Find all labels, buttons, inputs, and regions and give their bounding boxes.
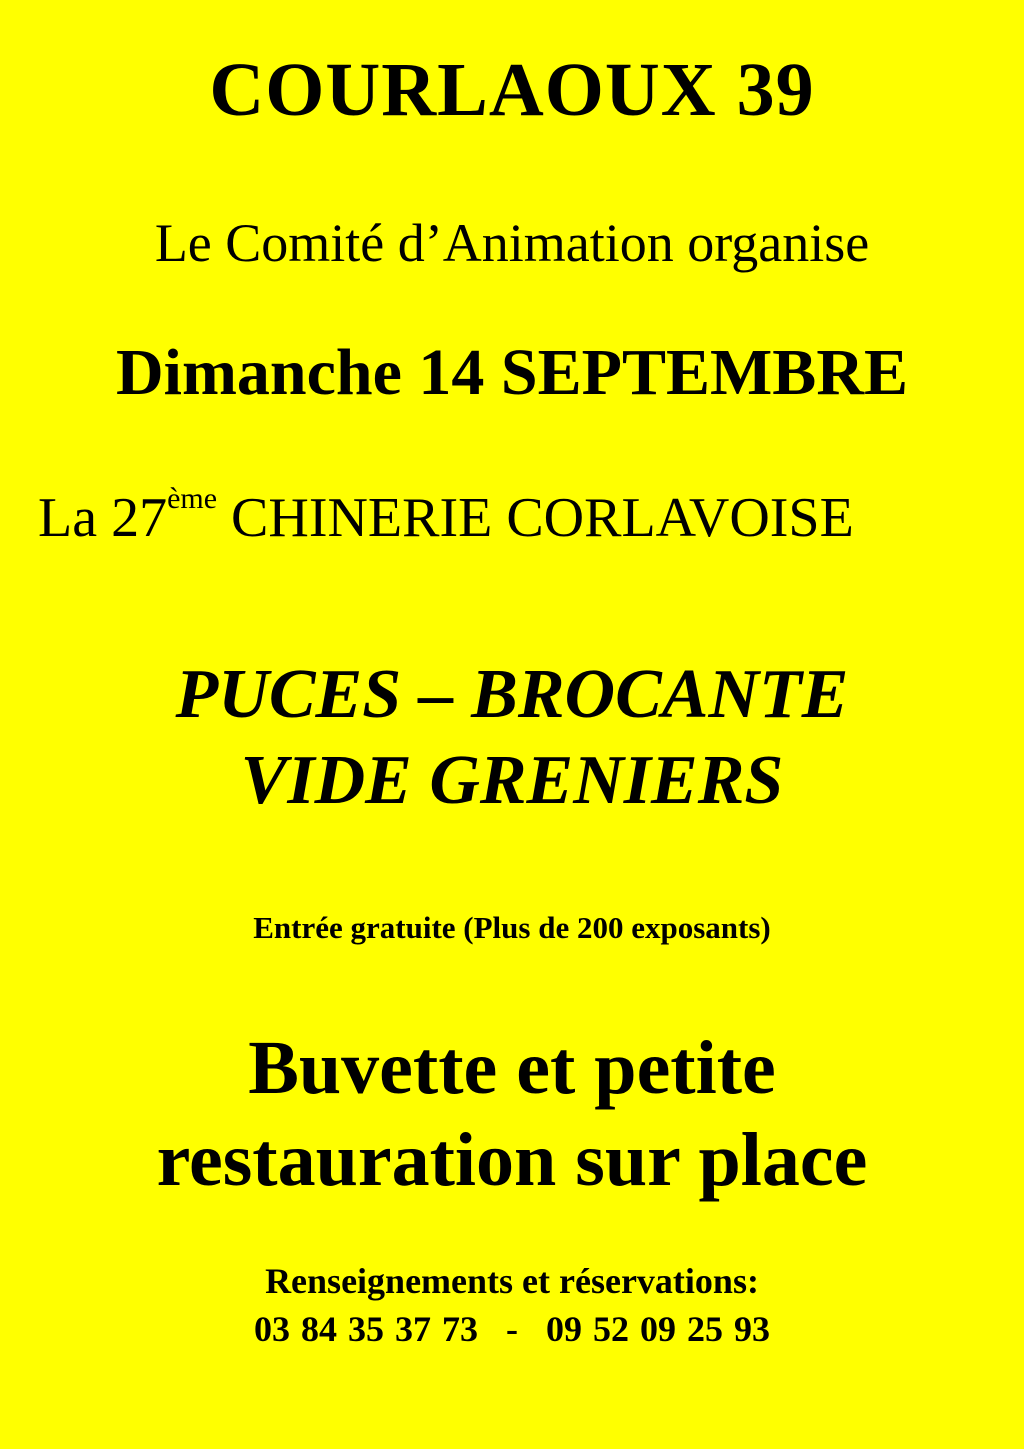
event-ordinal-suffix: ème <box>167 482 218 515</box>
phone-number-2: 09 52 09 25 93 <box>546 1309 770 1349</box>
contact-phones <box>0 1311 1024 1347</box>
contact-label: Renseignements et réservations: <box>265 1261 759 1301</box>
entry-info: Entrée gratuite (Plus de 200 exposants) <box>253 910 771 945</box>
phone-number-1: 03 84 35 37 73 <box>254 1309 478 1349</box>
event-type-line-2: VIDE GRENIERS <box>240 742 784 819</box>
poster-title: COURLAOUX 39 <box>209 48 815 132</box>
event-name-line <box>38 482 854 549</box>
phone-separator: - <box>506 1309 518 1349</box>
event-name: CHINERIE CORLAVOISE <box>231 487 854 549</box>
event-type-line-1: PUCES – BROCANTE <box>175 656 849 733</box>
refreshments-line-1: Buvette et petite <box>248 1026 776 1110</box>
event-prefix: La 27 <box>38 487 168 549</box>
event-date: Dimanche 14 SEPTEMBRE <box>115 336 909 409</box>
organizer-line: Le Comité d’Animation organise <box>154 213 870 273</box>
refreshments-line-2: restauration sur place <box>156 1118 868 1202</box>
